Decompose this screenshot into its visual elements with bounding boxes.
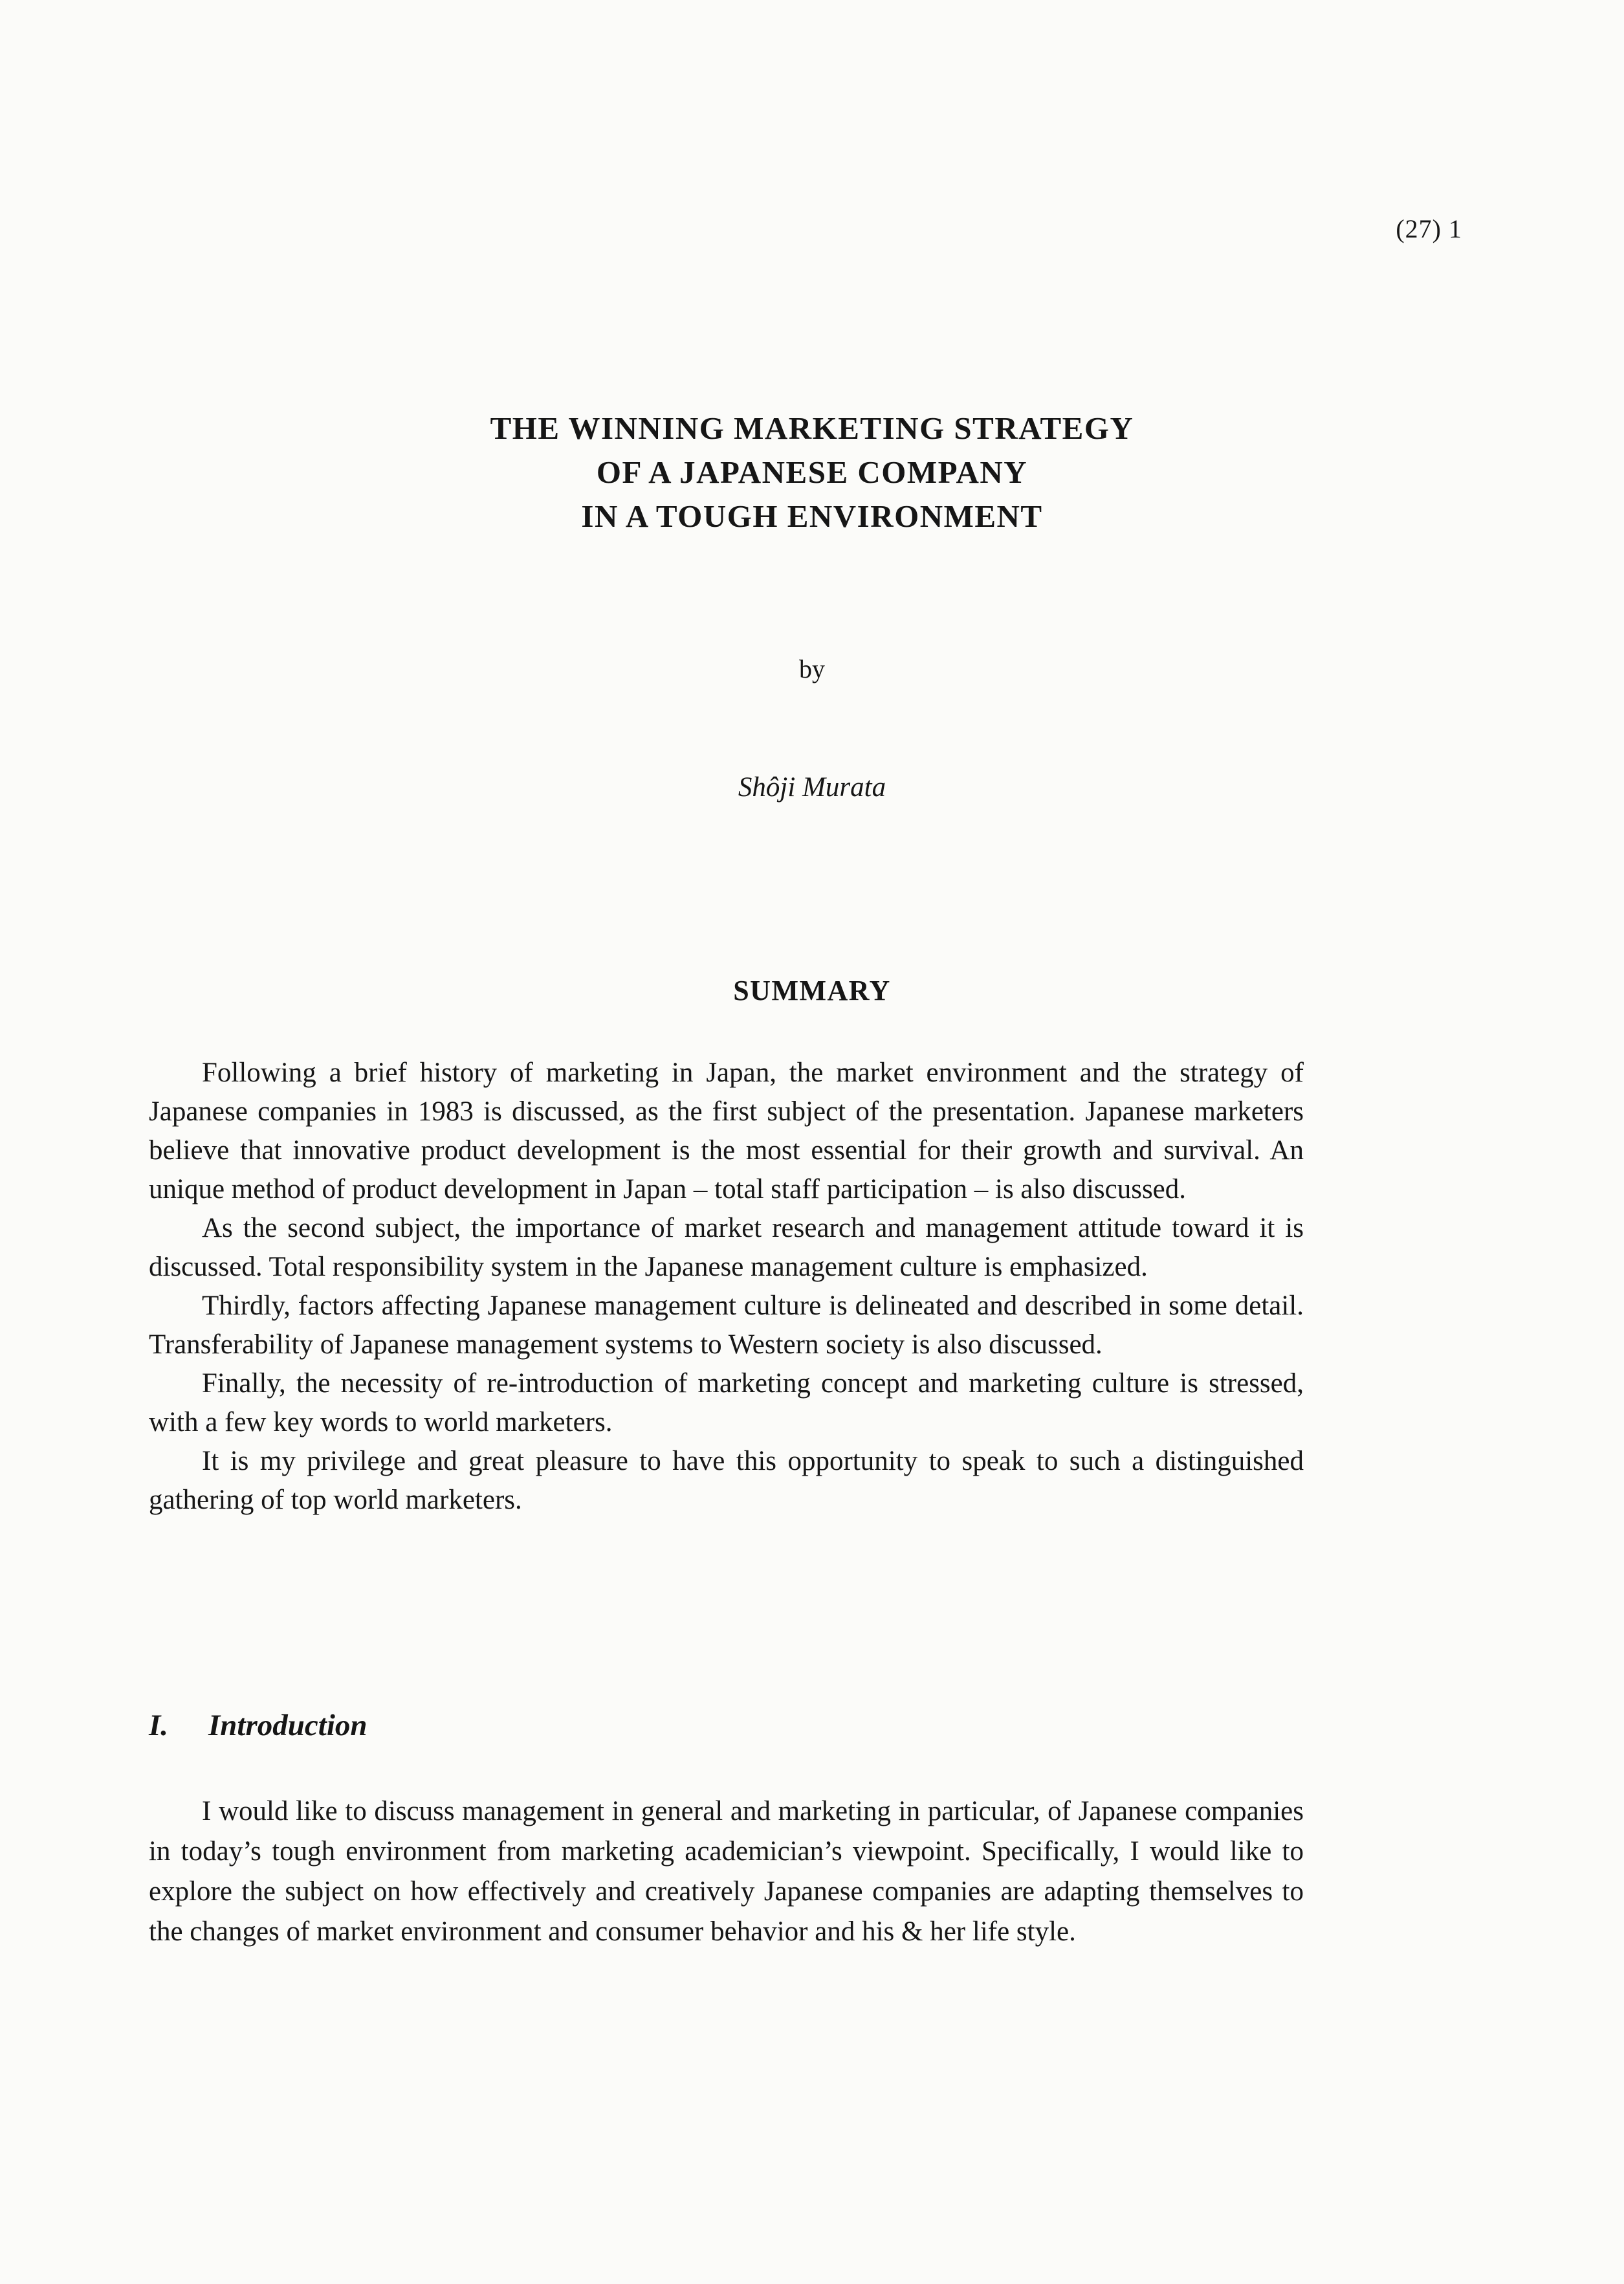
paper-title-line1: THE WINNING MARKETING STRATEGY bbox=[490, 410, 1134, 446]
paper-title-line3: IN A TOUGH ENVIRONMENT bbox=[581, 498, 1043, 534]
summary-section bbox=[149, 1054, 1304, 1520]
summary-paragraph: Finally, the necessity of re-introduction of marketing concept and marketing culture is stressed, with a few key words to world marketers. bbox=[149, 1368, 1304, 1437]
introduction-section bbox=[149, 1791, 1304, 1952]
summary-heading: SUMMARY bbox=[733, 975, 891, 1006]
paper-title-line2: OF A JAPANESE COMPANY bbox=[596, 454, 1028, 490]
summary-paragraph: Thirdly, factors affecting Japanese management culture is delineated and described in some detail. Transferability of Japanese management systems to Western society is also discussed. bbox=[149, 1291, 1304, 1360]
paper-title bbox=[0, 406, 1624, 538]
section-title: Introduction bbox=[208, 1709, 368, 1742]
page-number: (27) 1 bbox=[1396, 214, 1462, 243]
section-number: I. bbox=[149, 1709, 169, 1742]
summary-paragraph: As the second subject, the importance of market research and management attitude toward it is discussed. Total responsibility system in the Japanese management culture is emphasized. bbox=[149, 1213, 1304, 1282]
introduction-paragraph: I would like to discuss management in general and marketing in particular, of Japanese companies in today’s tough environment from marketing academician’s viewpoint. Specifically, I would like to explore the subject on how effectively and creatively Japanese companies are adapting themselves to the changes of market environment and consumer behavior and his & her life style. bbox=[149, 1796, 1304, 1947]
author-name: Shôji Murata bbox=[738, 772, 886, 803]
summary-paragraph: Following a brief history of marketing in Japan, the market environment and the strategy of Japanese companies in 1983 is discussed, as the first subject of the presentation. Japanese marketers believe that innovative product development is the most essential for their growth and survival. An unique method of product development in Japan – total staff participation – is also discussed. bbox=[149, 1058, 1304, 1204]
section-heading-introduction bbox=[149, 1707, 1304, 1744]
byline: by bbox=[799, 654, 825, 683]
summary-paragraph: It is my privilege and great pleasure to have this opportunity to speak to such a distinguished gathering of top world marketers. bbox=[149, 1446, 1304, 1515]
